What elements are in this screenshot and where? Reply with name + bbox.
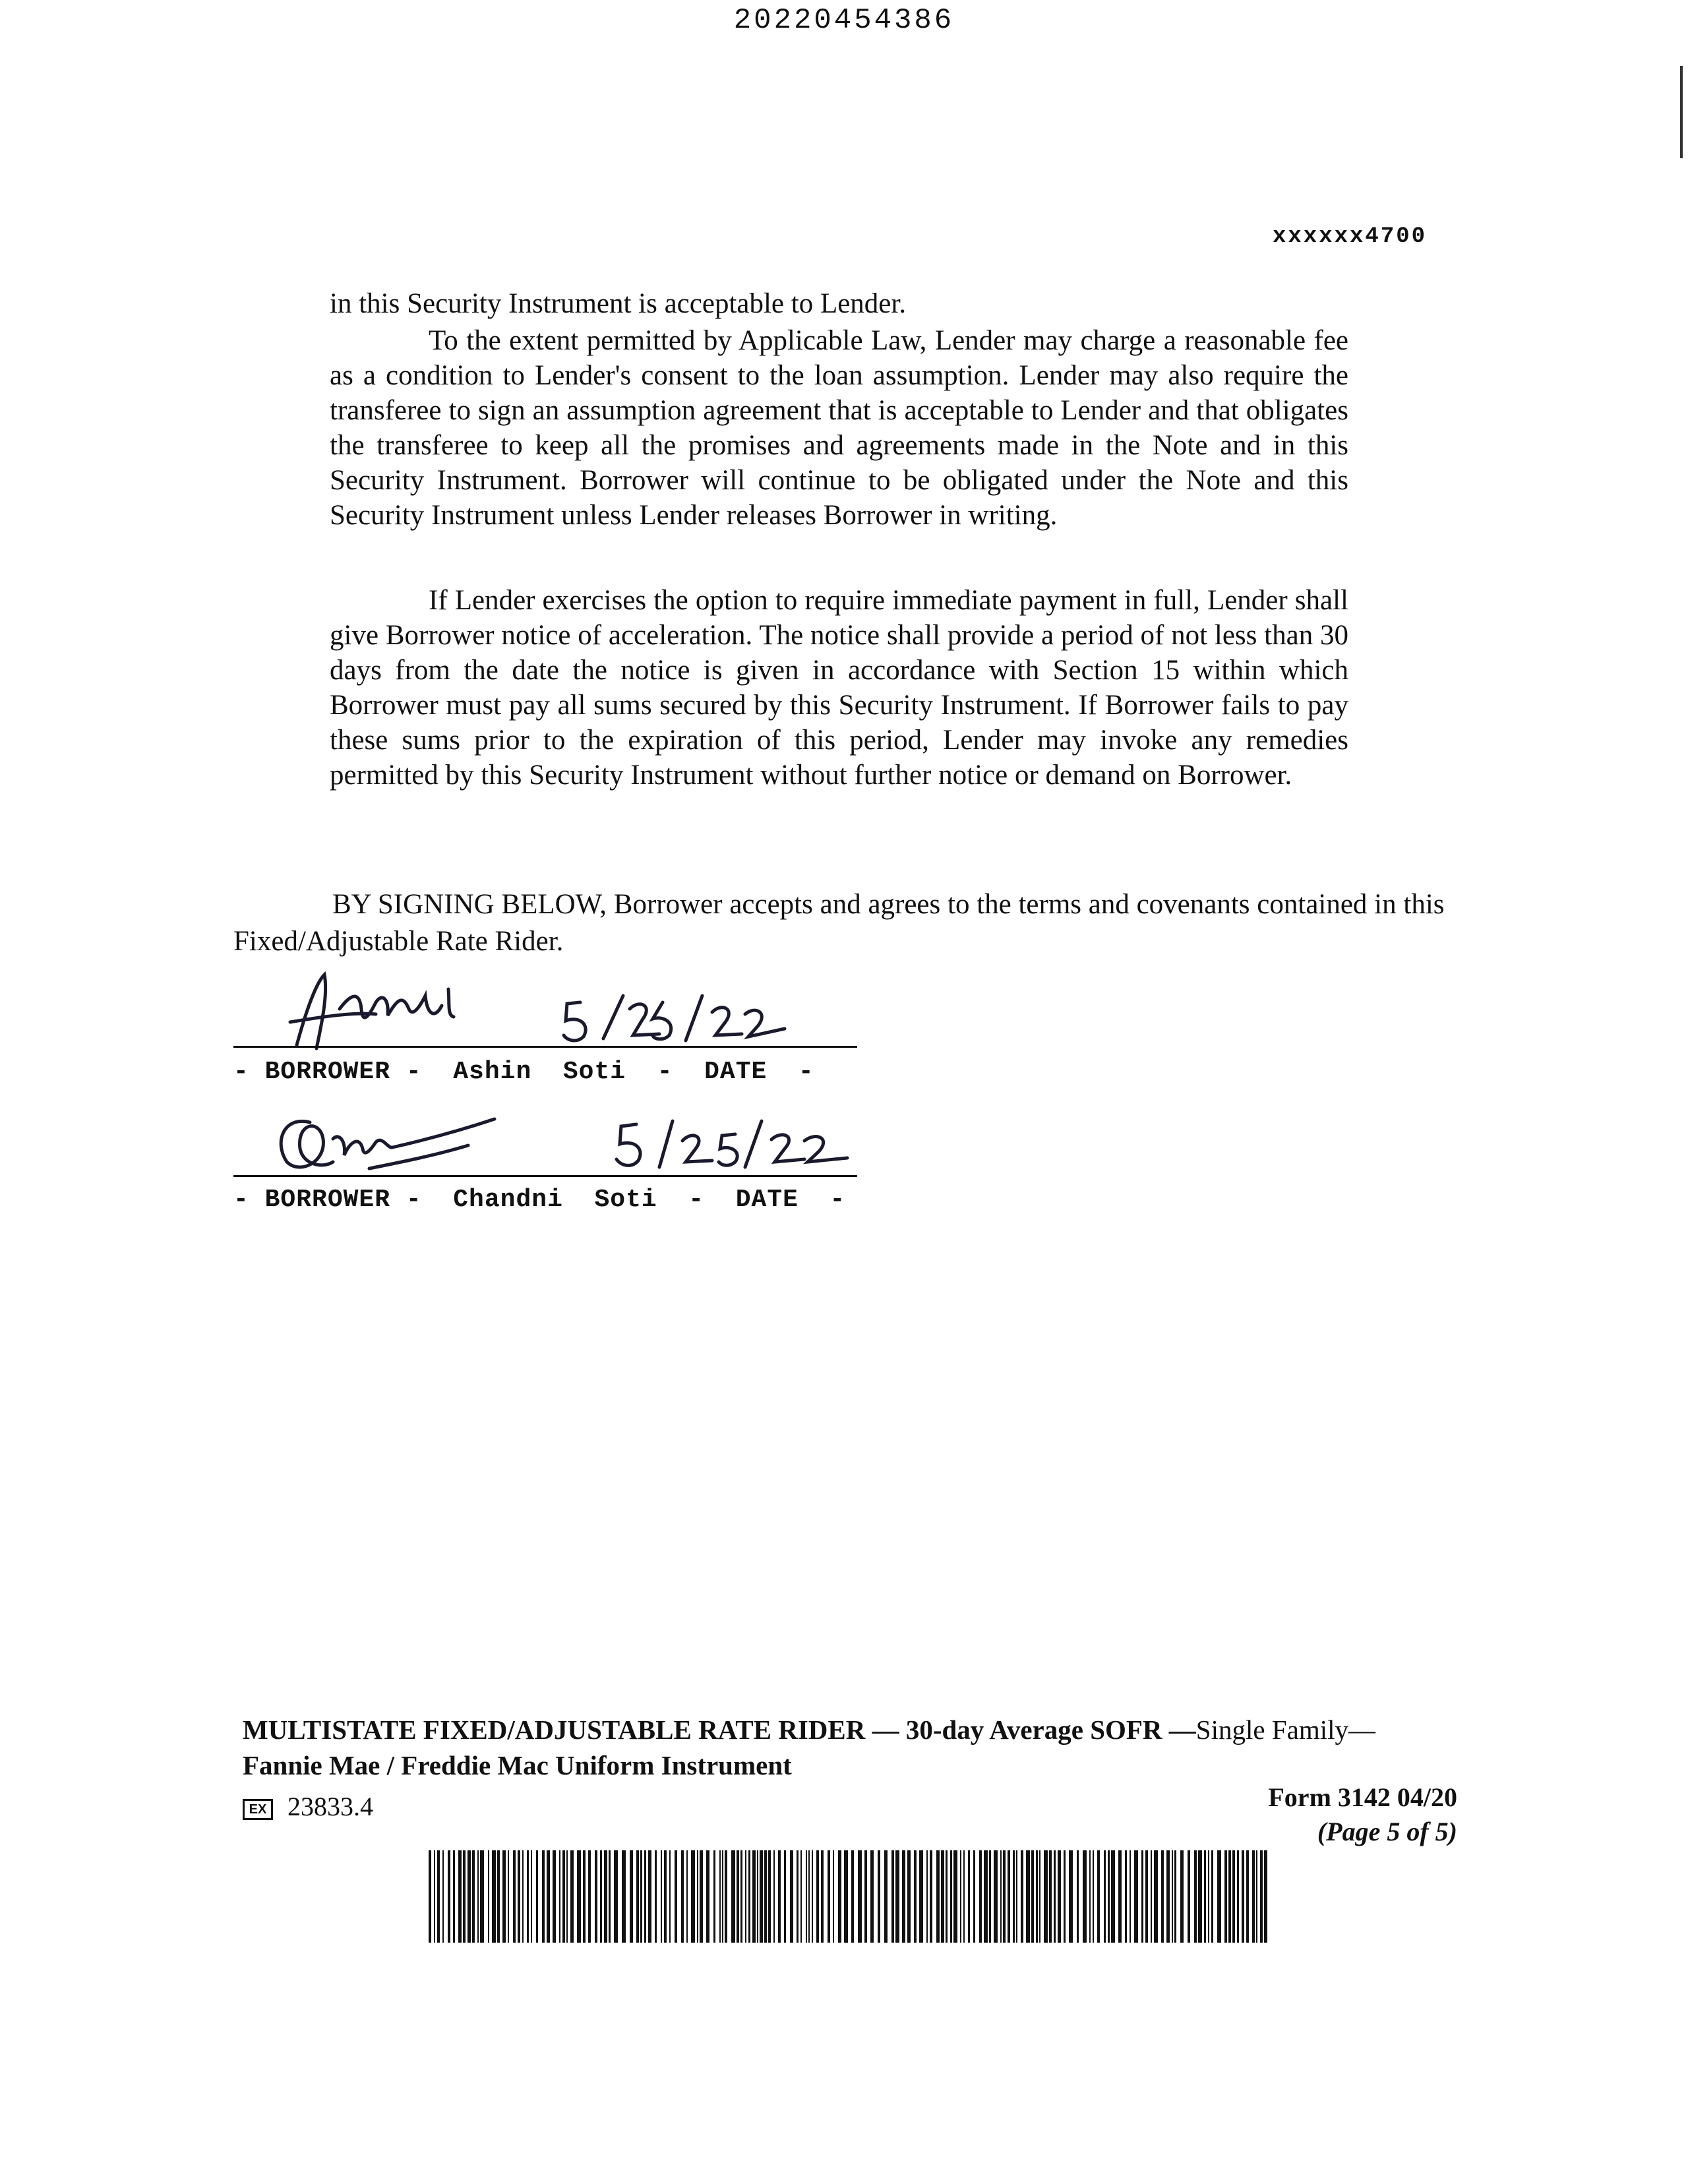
signature-line-2 <box>233 1175 857 1177</box>
ex-logo-icon: EX <box>243 1799 273 1820</box>
signature-line-1 <box>233 1046 857 1048</box>
scan-edge-mark <box>1680 66 1683 158</box>
form-info <box>1259 1780 1457 1849</box>
loan-reference: xxxxxx4700 <box>1273 224 1428 249</box>
acceleration-paragraph <box>330 583 1348 793</box>
page-label: (Page 5 of 5) <box>1317 1817 1457 1846</box>
borrower-1-signature <box>277 969 488 1055</box>
document-number: 20220454386 <box>733 4 955 37</box>
borrower-1-handwritten-date <box>554 989 791 1048</box>
continuation-paragraph <box>330 286 1348 321</box>
acceleration-text: If Lender exercises the option to require immediate payment in full, Lender shall give Borrower notice of acceleration. The notice shall provide a period of not less than 30 days from the date the notice is given in accordance with Section 15 within which Borrower must pay all sums secured by this Security Instrument. If Borrower fails to pay these sums prior to the expiration of this period, Lender may invoke any remedies permitted by this Security Instrument without further notice or demand on Borrower. <box>330 585 1348 791</box>
borrower-1-caption: - BORROWER - Ashin Soti - DATE - <box>233 1058 814 1086</box>
borrower-2-caption: - BORROWER - Chandni Soti - DATE - <box>233 1186 846 1214</box>
form-title-bold: MULTISTATE FIXED/ADJUSTABLE RATE RIDER — 30-day Average SOFR — <box>243 1714 1196 1745</box>
barcode <box>429 1850 1273 1943</box>
signing-intro-text: BY SIGNING BELOW, Borrower accepts and agrees to the terms and covenants contained in this Fixed/Adjustable Rate Rider. <box>233 889 1445 957</box>
doc-code: 23833.4 <box>287 1792 373 1821</box>
borrower-2-signature <box>270 1103 508 1180</box>
doc-code-block <box>243 1791 373 1822</box>
form-title-line <box>243 1712 1375 1747</box>
fee-paragraph <box>330 323 1348 533</box>
form-title-regular: Single Family— <box>1195 1714 1376 1745</box>
fee-text: To the extent permitted by Applicable Law, Lender may charge a reasonable fee as a condition to Lender's consent to the loan assumption. Lender may also require the transferee to sign an assumption agreement that is acceptable to Lender and that obligates the transferee to keep all the promises and agreements made in the Note and in this Security Instrument. Borrower will continue to be obligated under the Note and this Security Instrument unless Lender releases Borrower in writing. <box>330 325 1348 531</box>
signing-intro <box>233 886 1447 960</box>
continuation-text: in this Security Instrument is acceptable to Lender. <box>330 288 907 319</box>
form-number: Form 3142 04/20 <box>1268 1782 1457 1812</box>
borrower-2-handwritten-date <box>607 1114 857 1174</box>
form-title <box>243 1712 1375 1783</box>
form-subtitle: Fannie Mae / Freddie Mac Uniform Instrument <box>243 1750 792 1780</box>
